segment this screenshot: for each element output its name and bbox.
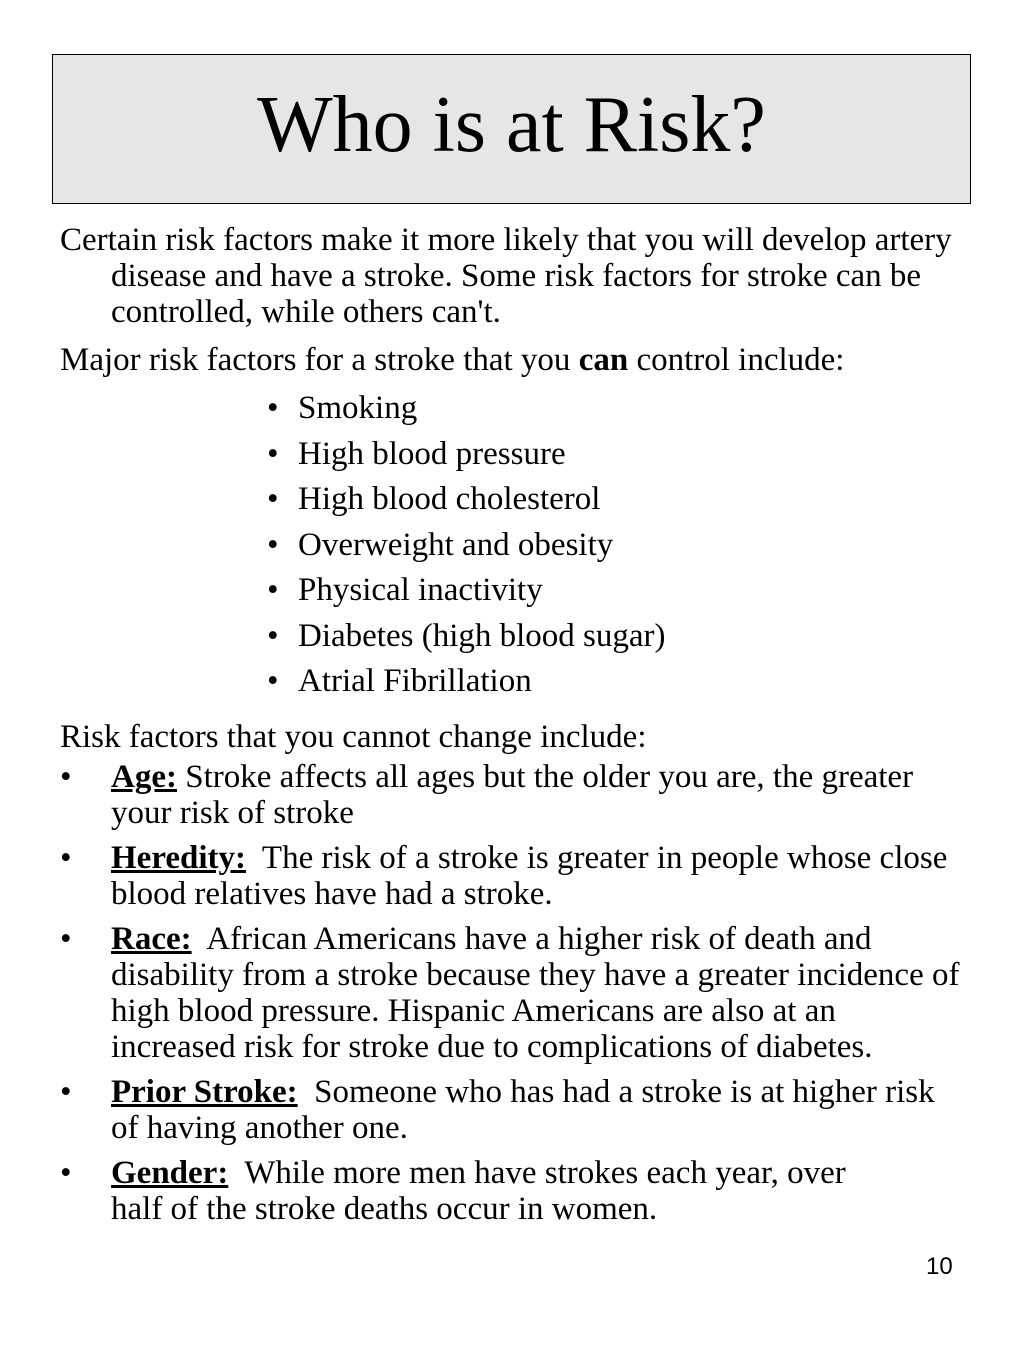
list-item: [267, 527, 960, 573]
list-item-label: Smoking: [298, 390, 418, 426]
bullet-icon: •: [267, 663, 279, 699]
risk-description: African Americans have a higher risk of death and disability from a stroke because they have a greater incidence of high blood pressure. Hispanic Americans are also at an increased risk for stroke due to complications of diabetes.: [111, 920, 968, 1065]
page-number: 10: [926, 1253, 953, 1280]
bullet-icon: •: [267, 572, 279, 608]
uncontrollable-risk-list: [60, 758, 968, 1227]
risk-term: Prior Stroke:: [111, 1073, 298, 1110]
list-item: [267, 618, 960, 664]
list-item: [267, 436, 960, 482]
risk-description: While more men have strokes each year, over half of the stroke deaths occur in women.: [111, 1154, 855, 1227]
risk-term: Race:: [111, 920, 192, 957]
controllable-lead-emphasis: can: [578, 342, 629, 378]
list-item: [60, 840, 960, 912]
bullet-icon: •: [60, 1154, 72, 1191]
risk-term: Gender:: [111, 1154, 229, 1191]
controllable-lead-paragraph: [60, 342, 960, 378]
controllable-lead-before: Major risk factors for a stroke that you: [60, 342, 579, 378]
bullet-icon: •: [60, 920, 72, 957]
risk-term: Age:: [111, 758, 177, 795]
risk-description: The risk of a stroke is greater in people whose close blood relatives have had a stroke.: [111, 839, 956, 912]
list-item: [60, 759, 960, 831]
list-item-label: High blood cholesterol: [298, 481, 601, 517]
risk-term: Heredity:: [111, 839, 247, 876]
risk-description: Stroke affects all ages but the older you are, the greater your risk of stroke: [111, 758, 922, 831]
controllable-lead-after: control include:: [628, 342, 845, 378]
list-item: [267, 572, 960, 618]
list-item: [60, 920, 968, 1065]
bullet-icon: •: [60, 1073, 72, 1110]
list-item-label: Atrial Fibrillation: [298, 663, 532, 699]
bullet-icon: •: [60, 839, 72, 876]
list-item: [60, 1074, 960, 1146]
title-box: [52, 54, 971, 204]
list-item: [267, 663, 960, 709]
risk-description: Someone who has had a stroke is at higher risk of having another one.: [111, 1073, 943, 1146]
bullet-icon: •: [267, 617, 279, 654]
list-item: [267, 390, 960, 436]
bullet-icon: •: [267, 435, 279, 472]
list-item: [60, 1155, 960, 1227]
bullet-icon: •: [267, 481, 279, 517]
bullet-icon: •: [60, 758, 72, 795]
list-item-label: High blood pressure: [298, 435, 566, 472]
bullet-icon: •: [267, 390, 279, 426]
list-item-label: Diabetes (high blood sugar): [298, 617, 666, 654]
list-item-label: Physical inactivity: [298, 572, 543, 608]
page-title: Who is at Risk?: [257, 81, 766, 169]
list-item-label: Overweight and obesity: [298, 526, 614, 563]
content-area: [60, 222, 968, 1236]
controllable-risk-list: [60, 390, 960, 709]
intro-paragraph: Certain risk factors make it more likely that you will develop artery disease and have a stroke. Some risk factors for stroke can be controlled, while others can't.: [60, 222, 952, 330]
list-item: [267, 481, 960, 527]
bullet-icon: •: [267, 526, 279, 563]
uncontrollable-lead-paragraph: Risk factors that you cannot change include:: [60, 718, 647, 755]
